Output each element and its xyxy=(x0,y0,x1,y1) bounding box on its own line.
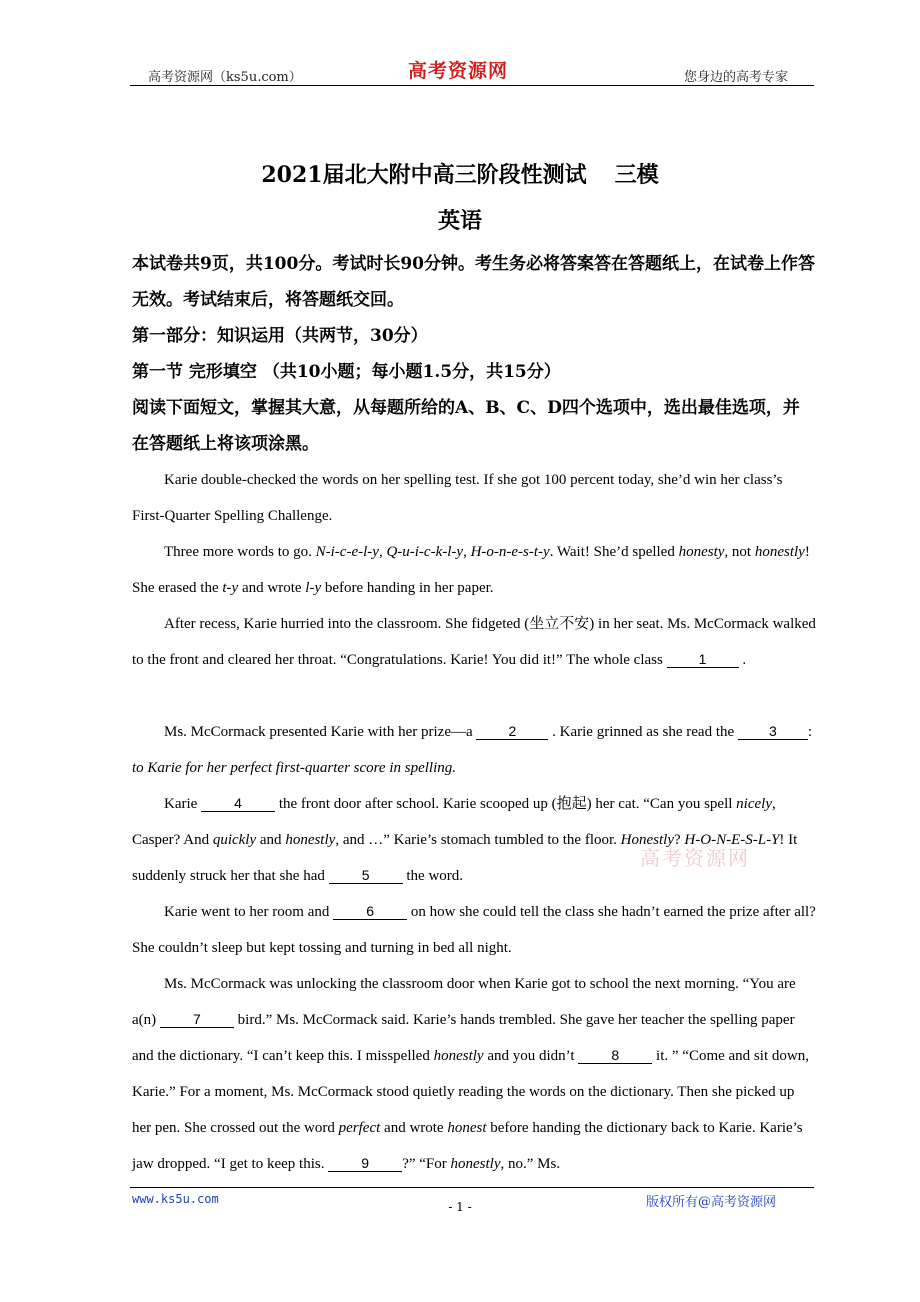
page-number: - 1 - xyxy=(448,1200,472,1214)
exam-subject: 英语 xyxy=(437,208,482,234)
passage-paragraph-3: After recess, Karie hurried into the classroom. She fidgeted (坐立不安) in her seat. Ms. McCormack walked to the front and cleared her throat. “Congratulations. Karie! You did it!” The whole class 1 . xyxy=(132,616,816,668)
exam-title: 2021届北大附中高三阶段性测试 三模 xyxy=(261,162,659,188)
blank-9: 9 xyxy=(328,1155,402,1172)
footer-copyright: 版权所有@高考资源网 xyxy=(646,1195,777,1210)
blank-8: 8 xyxy=(578,1047,652,1064)
section-heading: 第一节 完形填空 （共10小题；每小题1.5分，共15分） xyxy=(132,362,561,382)
passage-paragraph-2: Three more words to go. N-i-c-e-l-y, Q-u-i-c-k-l-y, H-o-n-e-s-t-y. Wait! She’d spelled honesty, not honestly! She erased the t-y and wrote l-y before handing in her paper. xyxy=(132,544,810,596)
passage-paragraph-7: Ms. McCormack was unlocking the classroom door when Karie got to school the next morning. “You are a(n) 7 bird.” Ms. McCormack said. Karie’s hands trembled. She gave her teacher the spelling paper and the dictionary. “I can’t keep this. I misspelled honestly and you didn’t 8 it. ” “Come and sit down, Karie.” For a moment, Ms. McCormack stood quietly reading the words on the dictionary. Then she picked up her pen. She crossed out the word perfect and wrote honest before handing the dictionary back to Karie. Karie’s jaw dropped. “I get to keep this. 9 ?” “For honestly, no.” Ms. xyxy=(132,976,809,1172)
blank-3: 3 xyxy=(738,723,808,740)
blank-1: 1 xyxy=(667,651,739,668)
exam-instructions: 本试卷共9页，共100分。考试时长90分钟。考生务必将答案答在答题纸上，在试卷上作答无效。考试结束后，将答题纸交回。 xyxy=(132,254,815,310)
header-divider xyxy=(130,85,814,86)
blank-7: 7 xyxy=(160,1011,234,1028)
part-heading: 第一部分：知识运用（共两节，30分） xyxy=(132,326,428,346)
blank-5: 5 xyxy=(329,867,403,884)
passage-paragraph-5: Karie 4 the front door after school. Karie scooped up (抱起) her cat. “Can you spell nicely, Casper? And quickly and honestly, and …” Karie’s stomach tumbled to the floor. Honestly? H-O-N-E-S-L-Y! It suddenly struck her that she had 5 the word. xyxy=(132,795,798,884)
passage-paragraph-1: Karie double-checked the words on her spelling test. If she got 100 percent today, she’d win her class’s First-Quarter Spelling Challenge. xyxy=(132,472,783,524)
header-logo: 高考资源网 xyxy=(408,60,509,82)
header-tagline: 您身边的高考专家 xyxy=(684,70,789,85)
blank-6: 6 xyxy=(333,903,407,920)
section-directions: 阅读下面短文，掌握其大意，从每题所给的A、B、C、D四个选项中，选出最佳选项，并在答题纸上将该项涂黑。 xyxy=(132,398,800,454)
blank-4: 4 xyxy=(201,795,275,812)
passage-paragraph-4: Ms. McCormack presented Karie with her prize—a 2 . Karie grinned as she read the 3 : to Karie for her perfect first-quarter score in spelling. xyxy=(132,723,813,776)
passage-paragraph-6: Karie went to her room and 6 on how she could tell the class she hadn’t earned the prize after all? She couldn’t sleep but kept tossing and turning in bed all night. xyxy=(132,903,816,956)
footer-divider xyxy=(130,1187,814,1188)
footer-link[interactable]: www.ks5u.com xyxy=(132,1192,219,1206)
header-source: 高考资源网（ks5u.com） xyxy=(148,70,302,85)
blank-2: 2 xyxy=(476,723,548,740)
watermark: 高考资源网 xyxy=(640,846,750,870)
